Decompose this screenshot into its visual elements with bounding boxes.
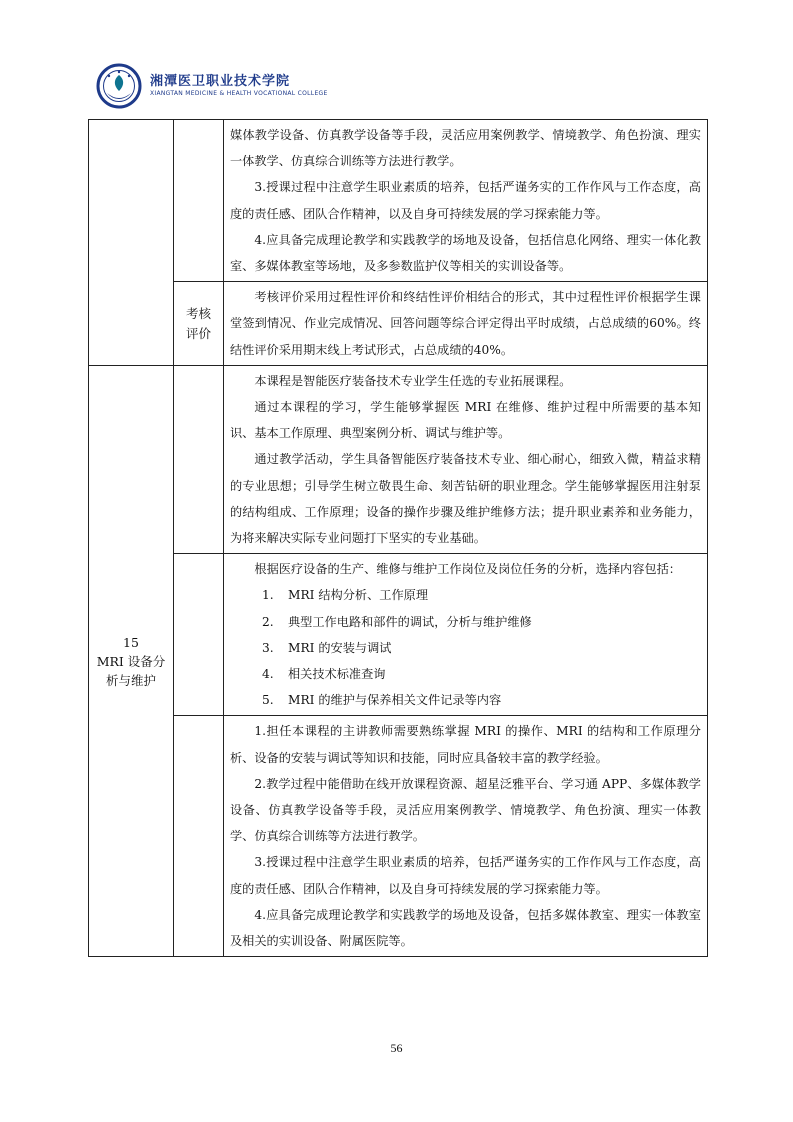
paragraph: 4.应具备完成理论教学和实践教学的场地及设备，包括多媒体教室、理实一体教室及相关的实训设备、附属医院等。 [230,907,701,949]
assessment-text [224,282,708,366]
item-number: 4. [262,667,274,682]
paragraph: 考核评价采用过程性评价和终结性评价相结合的形式，其中过程性评价根据学生课堂签到情况、作业完成情况、回答问题等综合评定得出平时成绩，占总成绩的60%。终结性评价采用期末线上考试形式，占总成绩的40%。 [230,290,701,357]
school-name-english: XIANGTAN MEDICINE & HEALTH VOCATIONAL COLLEGE [150,90,328,97]
paragraph: 通过本课程的学习，学生能够掌握医 MRI 在维修、维护过程中所需要的基本知识、基本工作原理、典型案例分析、调试与维护等。 [230,400,701,441]
paragraph: 通过教学活动，学生具备智能医疗装备技术专业、细心耐心，细致入微，精益求精的专业思想；引导学生树立敬畏生命、刻苦钻研的职业理念。学生能够掌握医用注射泵的结构组成、工作原理；设备的操作步骤及维护维修方法；提升职业素养和业务能力，为将来解决实际专业问题打下坚实的专业基础。 [230,452,701,546]
paragraph: 1.担任本课程的主讲教师需要熟练掌握 MRI 的操作、MRI 的结构和工作原理分析、设备的安装与调试等知识和技能，同时应具备较丰富的教学经验。 [230,724,701,765]
assessment-label [174,282,224,366]
table-row [89,120,708,282]
course-content [224,554,708,716]
item-text: 相关技术标准查询 [288,667,386,682]
course-objectives [224,365,708,553]
course-name-line: MRI 设备分 [96,653,166,669]
content-list [230,582,701,715]
label-line: 考核 [185,305,211,321]
item-text: 典型工作电路和部件的调试，分析与维护维修 [288,614,532,629]
list-item [262,687,701,715]
table-row [89,365,708,553]
requirements-label-cell [174,716,224,957]
teaching-requirements [224,716,708,957]
curriculum-table [88,119,708,957]
course-cell-continued [89,120,174,366]
objectives-label-cell [174,365,224,553]
paragraph: 媒体教学设备、仿真教学设备等手段，灵活应用案例教学、情境教学、角色扮演、理实一体教学、仿真综合训练等方法进行教学。 [230,128,701,169]
course-number: 15 [123,634,139,650]
college-logo [96,63,142,109]
teaching-requirements-continued [224,120,708,282]
label-line: 评价 [185,325,211,341]
paragraph: 根据医疗设备的生产、维修与维护工作岗位及岗位任务的分析，选择内容包括： [254,562,681,577]
item-number: 1. [262,588,274,603]
paragraph: 3.授课过程中注意学生职业素质的培养，包括严谨务实的工作作风与工作态度，高度的责任感、团队合作精神，以及自身可持续发展的学习探索能力等。 [230,180,701,221]
item-text: MRI 的安装与调试 [288,640,392,655]
list-item [262,609,701,635]
item-number: 5. [262,693,274,708]
list-item [262,582,701,608]
list-item [262,635,701,661]
school-name: 湘潭医卫职业技术学院 [150,74,291,89]
page-number: 56 [390,1041,403,1055]
table-row [89,716,708,957]
item-text: MRI 结构分析、工作原理 [288,588,429,603]
table-row [89,282,708,366]
item-number: 2. [262,614,274,629]
course-name-cell [89,365,174,956]
content-label-cell [174,554,224,716]
page-header [96,62,328,110]
paragraph: 本课程是智能医疗装备技术专业学生任选的专业拓展课程。 [254,373,572,388]
paragraph: 2.教学过程中能借助在线开放课程资源、超星泛雅平台、学习通 APP、多媒体教学设备、仿真教学设备等手段，灵活应用案例教学、情境教学、角色扮演、理实一体教学、仿真综合训练等方法进行教学。 [230,776,701,844]
list-item [262,661,701,687]
paragraph: 3.授课过程中注意学生职业素质的培养，包括严谨务实的工作作风与工作态度，高度的责任感、团队合作精神，以及自身可持续发展的学习探索能力等。 [230,855,701,896]
paragraph: 4.应具备完成理论教学和实践教学的场地及设备，包括信息化网络、理实一体化教室、多媒体教室等场地，及多参数监护仪等相关的实训设备等。 [230,232,701,274]
item-text: MRI 的维护与保养相关文件记录等内容 [288,693,502,708]
course-name-line: 析与维护 [105,672,156,688]
table-row [89,554,708,716]
label-cell-continued [174,120,224,282]
item-number: 3. [262,640,274,655]
